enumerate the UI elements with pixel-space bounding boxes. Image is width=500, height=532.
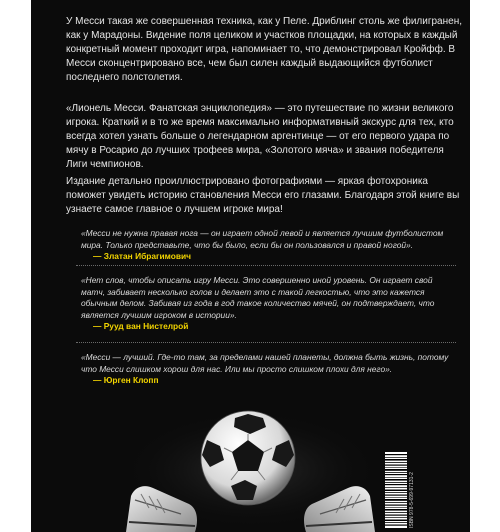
quote-text: «Месси не нужна правая нога — он играет одной левой и является лучшим футболистом мира. Только представьте, что бы было, если бы он пользовался и правой ногой». (81, 228, 444, 250)
quote-text: «Нет слов, чтобы описать игру Месси. Это совершенно иной уровень. Он играет свой матч, забивает несколько голов и делает это с такой легкостью, что это кажется обычным делом. Забивая из года в год такое количество мячей, он подтверждает, что является лучшим игроком в истории». (81, 275, 435, 320)
barcode (385, 452, 407, 528)
quote-divider (76, 342, 456, 343)
description-paragraph-2: «Лионель Месси. Фанатская энциклопедия» — это путешествие по жизни великого игрока. Краткий и в то же время максимально информативный экскурс для тех, кто всегда хотел узнать больше о легендарном аргентинце — от его первого удара по мячу в Росарио до лучших трофеев мира, «Золотого мяча» и звания победителя Лиги чемпионов. (66, 103, 454, 170)
quote-block (81, 228, 451, 263)
quote-text: «Месси — лучший. Где-то там, за пределами нашей планеты, должна быть жизнь, потому что Месси слишком хорош для нас. Или мы просто слишком плохи для него». (81, 352, 449, 374)
quote-divider (76, 265, 456, 266)
book-back-cover (31, 0, 470, 532)
quote-author: — Златан Ибрагимович (81, 251, 451, 263)
quote-block (81, 352, 451, 387)
description-paragraph-1: У Месси такая же совершенная техника, как у Пеле. Дриблинг столь же филигранен, как у Марадоны. Видение поля целиком и участков площадки, на которых в каждый конкретный момент проходит игра, напоминает то, что демонстрировал Кройфф. В Месси сконцентрировано все, чем был силен каждый выдающийся футболист последнего полстолетия. (66, 16, 462, 83)
soccer-ball-icon (201, 411, 295, 505)
quote-author: — Рууд ван Нистелрой (81, 321, 451, 333)
quote-block (81, 275, 451, 333)
isbn-label: ISBN 978-5-699-97131-2 (409, 472, 415, 528)
quote-author: — Юрген Клопп (81, 375, 451, 387)
description-paragraph-3: Издание детально проиллюстрировано фотографиями — яркая фотохроника поможет увидеть историю становления Месси его глазами. Благодаря этой книге вы узнаете самое главное о лучшем игроке мира! (66, 176, 460, 215)
